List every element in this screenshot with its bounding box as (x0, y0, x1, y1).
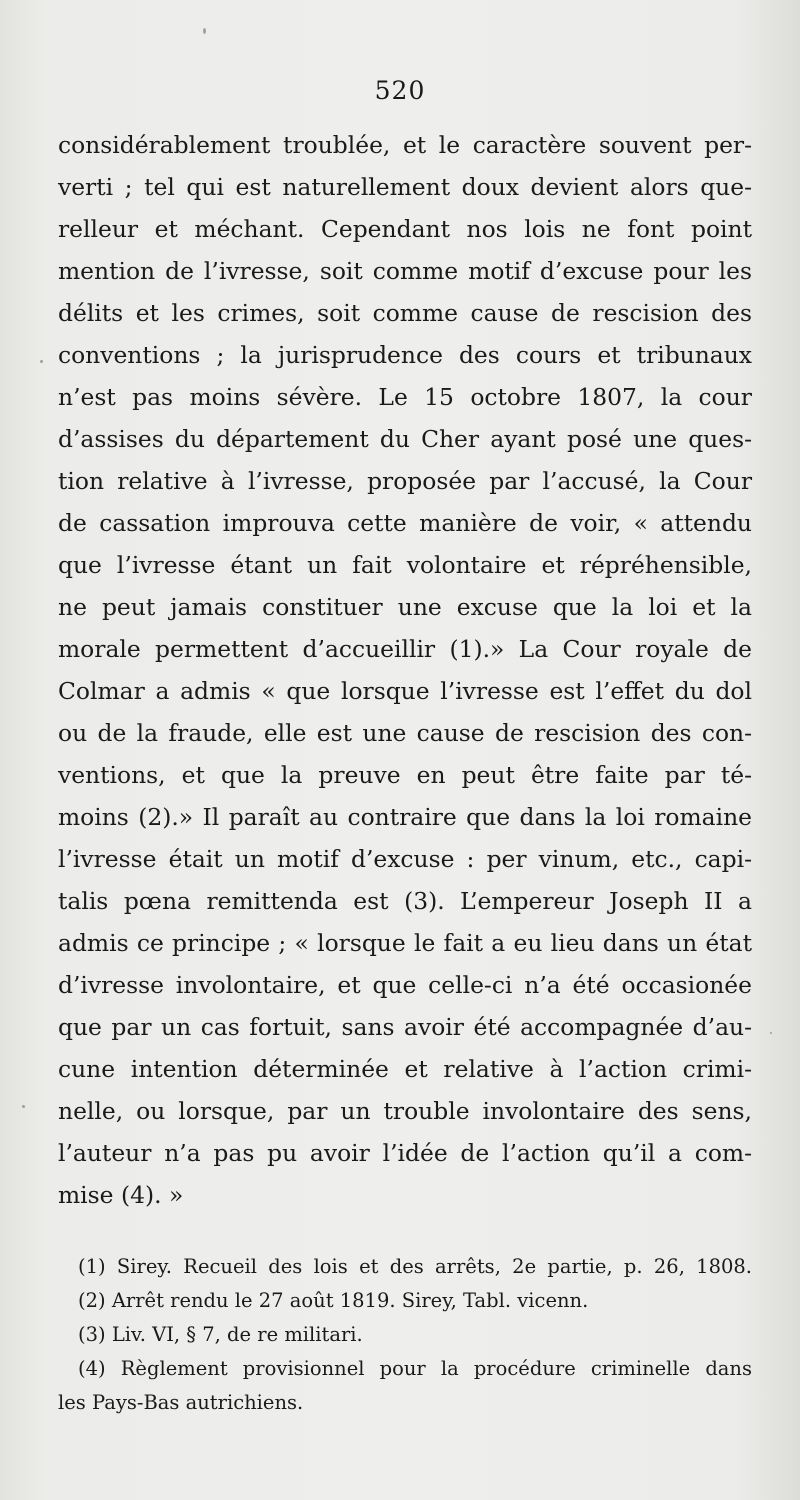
text-line: mention de l’ivresse, soit comme motif d’excuse pour les (58, 257, 752, 285)
text-line: conventions ; la jurisprudence des cours et tribunaux (58, 341, 752, 369)
text-line: que par un cas fortuit, sans avoir été accompagnée d’au- (58, 1013, 752, 1041)
text-line: admis ce principe ; « lorsque le fait a eu lieu dans un état (58, 929, 752, 957)
text-line: ou de la fraude, elle est une cause de rescision des con- (58, 719, 752, 747)
footnote-4-continuation: les Pays-Bas autrichiens. (58, 1391, 304, 1414)
text-line: n’est pas moins sévère. Le 15 octobre 1807, la cour (58, 383, 752, 411)
text-line: moins (2).» Il paraît au contraire que dans la loi romaine (58, 803, 752, 831)
page-number: 520 (374, 76, 426, 105)
text-line: nelle, ou lorsque, par un trouble involontaire des sens, (58, 1097, 752, 1125)
footnote-1: (1) Sirey. Recueil des lois et des arrêts, 2e partie, p. 26, 1808. (78, 1255, 752, 1278)
text-line: relleur et méchant. Cependant nos lois ne font point (58, 215, 752, 243)
text-line: considérablement troublée, et le caractère souvent per- (58, 131, 752, 159)
footnote-4: (4) Règlement provisionnel pour la procédure criminelle dans (78, 1357, 752, 1380)
text-line: d’ivresse involontaire, et que celle-ci n’a été occasionée (58, 971, 752, 999)
text-line: talis pœna remittenda est (3). L’empereur Joseph II a (58, 887, 752, 915)
paper-speck (22, 1105, 25, 1108)
footnote-3: (3) Liv. VI, § 7, de re militari. (78, 1323, 363, 1346)
text-line: morale permettent d’accueillir (1).» La Cour royale de (58, 635, 752, 663)
footnotes (58, 1250, 752, 1420)
paper-speck (40, 360, 43, 363)
text-line: verti ; tel qui est naturellement doux devient alors que- (58, 173, 752, 201)
body-text (58, 124, 752, 1216)
text-line: tion relative à l’ivresse, proposée par l’accusé, la Cour (58, 467, 752, 495)
text-line: délits et les crimes, soit comme cause de rescision des (58, 299, 752, 327)
text-line: d’assises du département du Cher ayant posé une ques- (58, 425, 752, 453)
text-line: Colmar a admis « que lorsque l’ivresse est l’effet du dol (58, 677, 752, 705)
footnote-2: (2) Arrêt rendu le 27 août 1819. Sirey, Tabl. vicenn. (78, 1289, 589, 1312)
text-line: ventions, et que la preuve en peut être faite par té- (58, 761, 752, 789)
text-line: que l’ivresse étant un fait volontaire et répréhensible, (58, 551, 752, 579)
text-line: ne peut jamais constituer une excuse que la loi et la (58, 593, 752, 621)
text-line: cune intention déterminée et relative à l’action crimi- (58, 1055, 752, 1083)
text-line: de cassation improuva cette manière de voir, « attendu (58, 509, 752, 537)
text-line: l’auteur n’a pas pu avoir l’idée de l’action qu’il a com- (58, 1139, 752, 1167)
paper-speck (203, 28, 206, 34)
paper-speck (770, 1032, 772, 1034)
text-line: mise (4). » (58, 1181, 184, 1209)
text-line: l’ivresse était un motif d’excuse : per vinum, etc., capi- (58, 845, 752, 873)
